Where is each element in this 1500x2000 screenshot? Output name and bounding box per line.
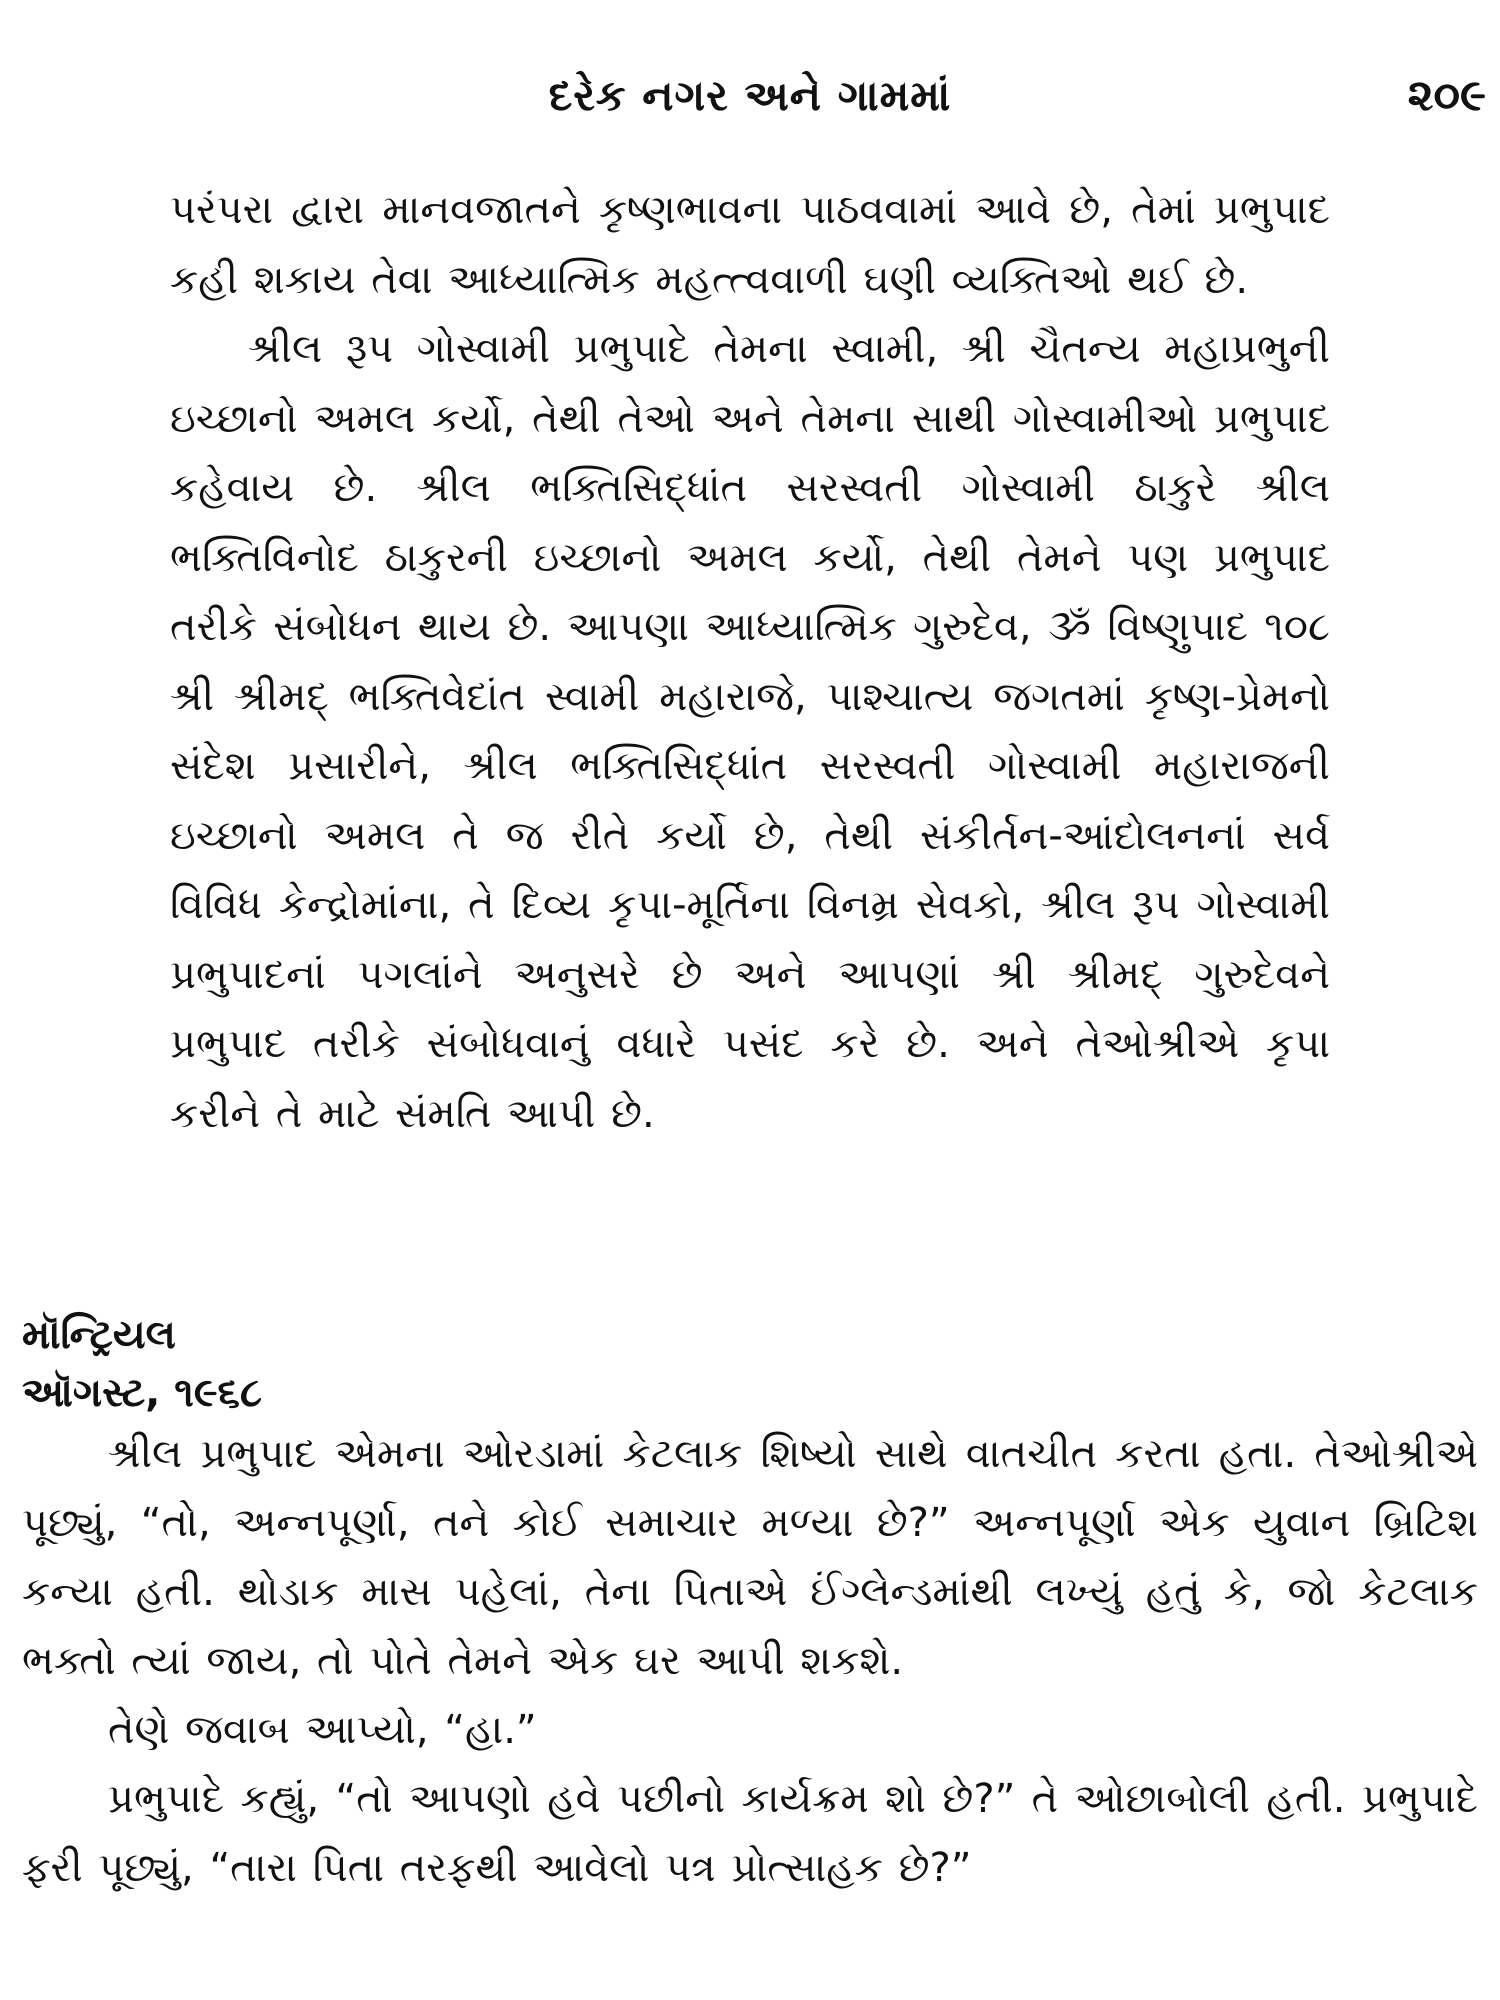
- quote-paragraph: શ્રીલ રૂપ ગોસ્વામી પ્રભુપાદે તેમના સ્વામી, શ્રી ચૈતન્ય મહાપ્રભુની ઇચ્છાનો અમલ કર્યો, તેથી તેઓ અને તેમના સાથી ગોસ્વામીઓ પ્રભુપાદ કહેવાય છે. શ્રીલ ભક્તિસિદ્ધાંત સરસ્વતી ગોસ્વામી ઠાકુરે શ્રીલ ભક્તિવિનોદ ઠાકુરની ઇચ્છાનો અમલ કર્યો, તેથી તેમને પણ પ્રભુપાદ તરીકે સંબોધન થાય છે. આપણા આધ્યાત્મિક ગુરુદેવ, ૐ વિષ્ણુપાદ ૧૦૮ શ્રી શ્રીમદ્ ભક્તિવેદાંત સ્વામી મહારાજે, પાશ્ચાત્ય જગતમાં કૃષ્ણ-પ્રેમનો સંદેશ પ્રસારીને, શ્રીલ ભક્તિસિદ્ધાંત સરસ્વતી ગોસ્વામી મહારાજની ઇચ્છાનો અમલ તે જ રીતે કર્યો છે, તેથી સંકીર્તન-આંદોલનનાં સર્વ વિવિધ કેન્દ્રોમાંના, તે દિવ્ય કૃપા-મૂર્તિના વિનમ્ર સેવકો, શ્રીલ રૂપ ગોસ્વામી પ્રભુપાદનાં પગલાંને અનુસરે છે અને આપણાં શ્રી શ્રીમદ્ ગુરુદેવને પ્રભુપાદ તરીકે સંબોધવાનું વધારે પસંદ કરે છે. અને તેઓશ્રીએ કૃપા કરીને તે માટે સંમતિ આપી છે.: [170, 326, 1330, 1137]
- narrative-paragraph: તેણે જવાબ આપ્યો, “હા.”: [108, 1707, 537, 1753]
- narrative-paragraph: શ્રીલ પ્રભુપાદ એમના ઓરડામાં કેટલાક શિષ્યો સાથે વાતચીત કરતા હતા. તેઓશ્રીએ પૂછ્યું, “તો, અન્નપૂર્ણા, તને કોઈ સમાચાર મળ્યા છે?” અન્નપૂર્ણા એક યુવાન બ્રિટિશ કન્યા હતી. થોડાક માસ પહેલાં, તેના પિતાએ ઈંગ્લેન્ડમાંથી લખ્યું હતું કે, જો કેટલાક ભક્તો ત્યાં જાય, તો પોતે તેમને એક ઘર આપી શકશે.: [22, 1431, 1478, 1684]
- quote-paragraph: પરંપરા દ્વારા માનવજાતને કૃષ્ણભાવના પાઠવવામાં આવે છે, તેમાં પ્રભુપાદ કહી શકાય તેવા આધ્યાત્મિક મહત્ત્વવાળી ઘણી વ્યક્તિઓ થઈ છે.: [170, 187, 1330, 303]
- section-place: મૉન્ટ્રિયલ: [22, 1312, 176, 1358]
- page-number: ૨૦૯: [1407, 70, 1486, 121]
- section-heading: [22, 1306, 822, 1422]
- running-title: દરેક નગર અને ગામમાં: [548, 71, 952, 120]
- narrative-text: [22, 1420, 1478, 1903]
- narrative-paragraph: પ્રભુપાદે કહ્યું, “તો આપણો હવે પછીનો કાર્યક્રમ શો છે?” તે ઓછાબોલી હતી. પ્રભુપાદે ફરી પૂછ્યું, “તારા પિતા તરફથી આવેલો પત્ર પ્રોત્સાહક છે?”: [22, 1776, 1478, 1891]
- section-date: ઑગસ્ટ, ૧૯૬૮: [22, 1370, 262, 1416]
- quoted-passage: [170, 176, 1330, 1149]
- running-header: [0, 66, 1500, 126]
